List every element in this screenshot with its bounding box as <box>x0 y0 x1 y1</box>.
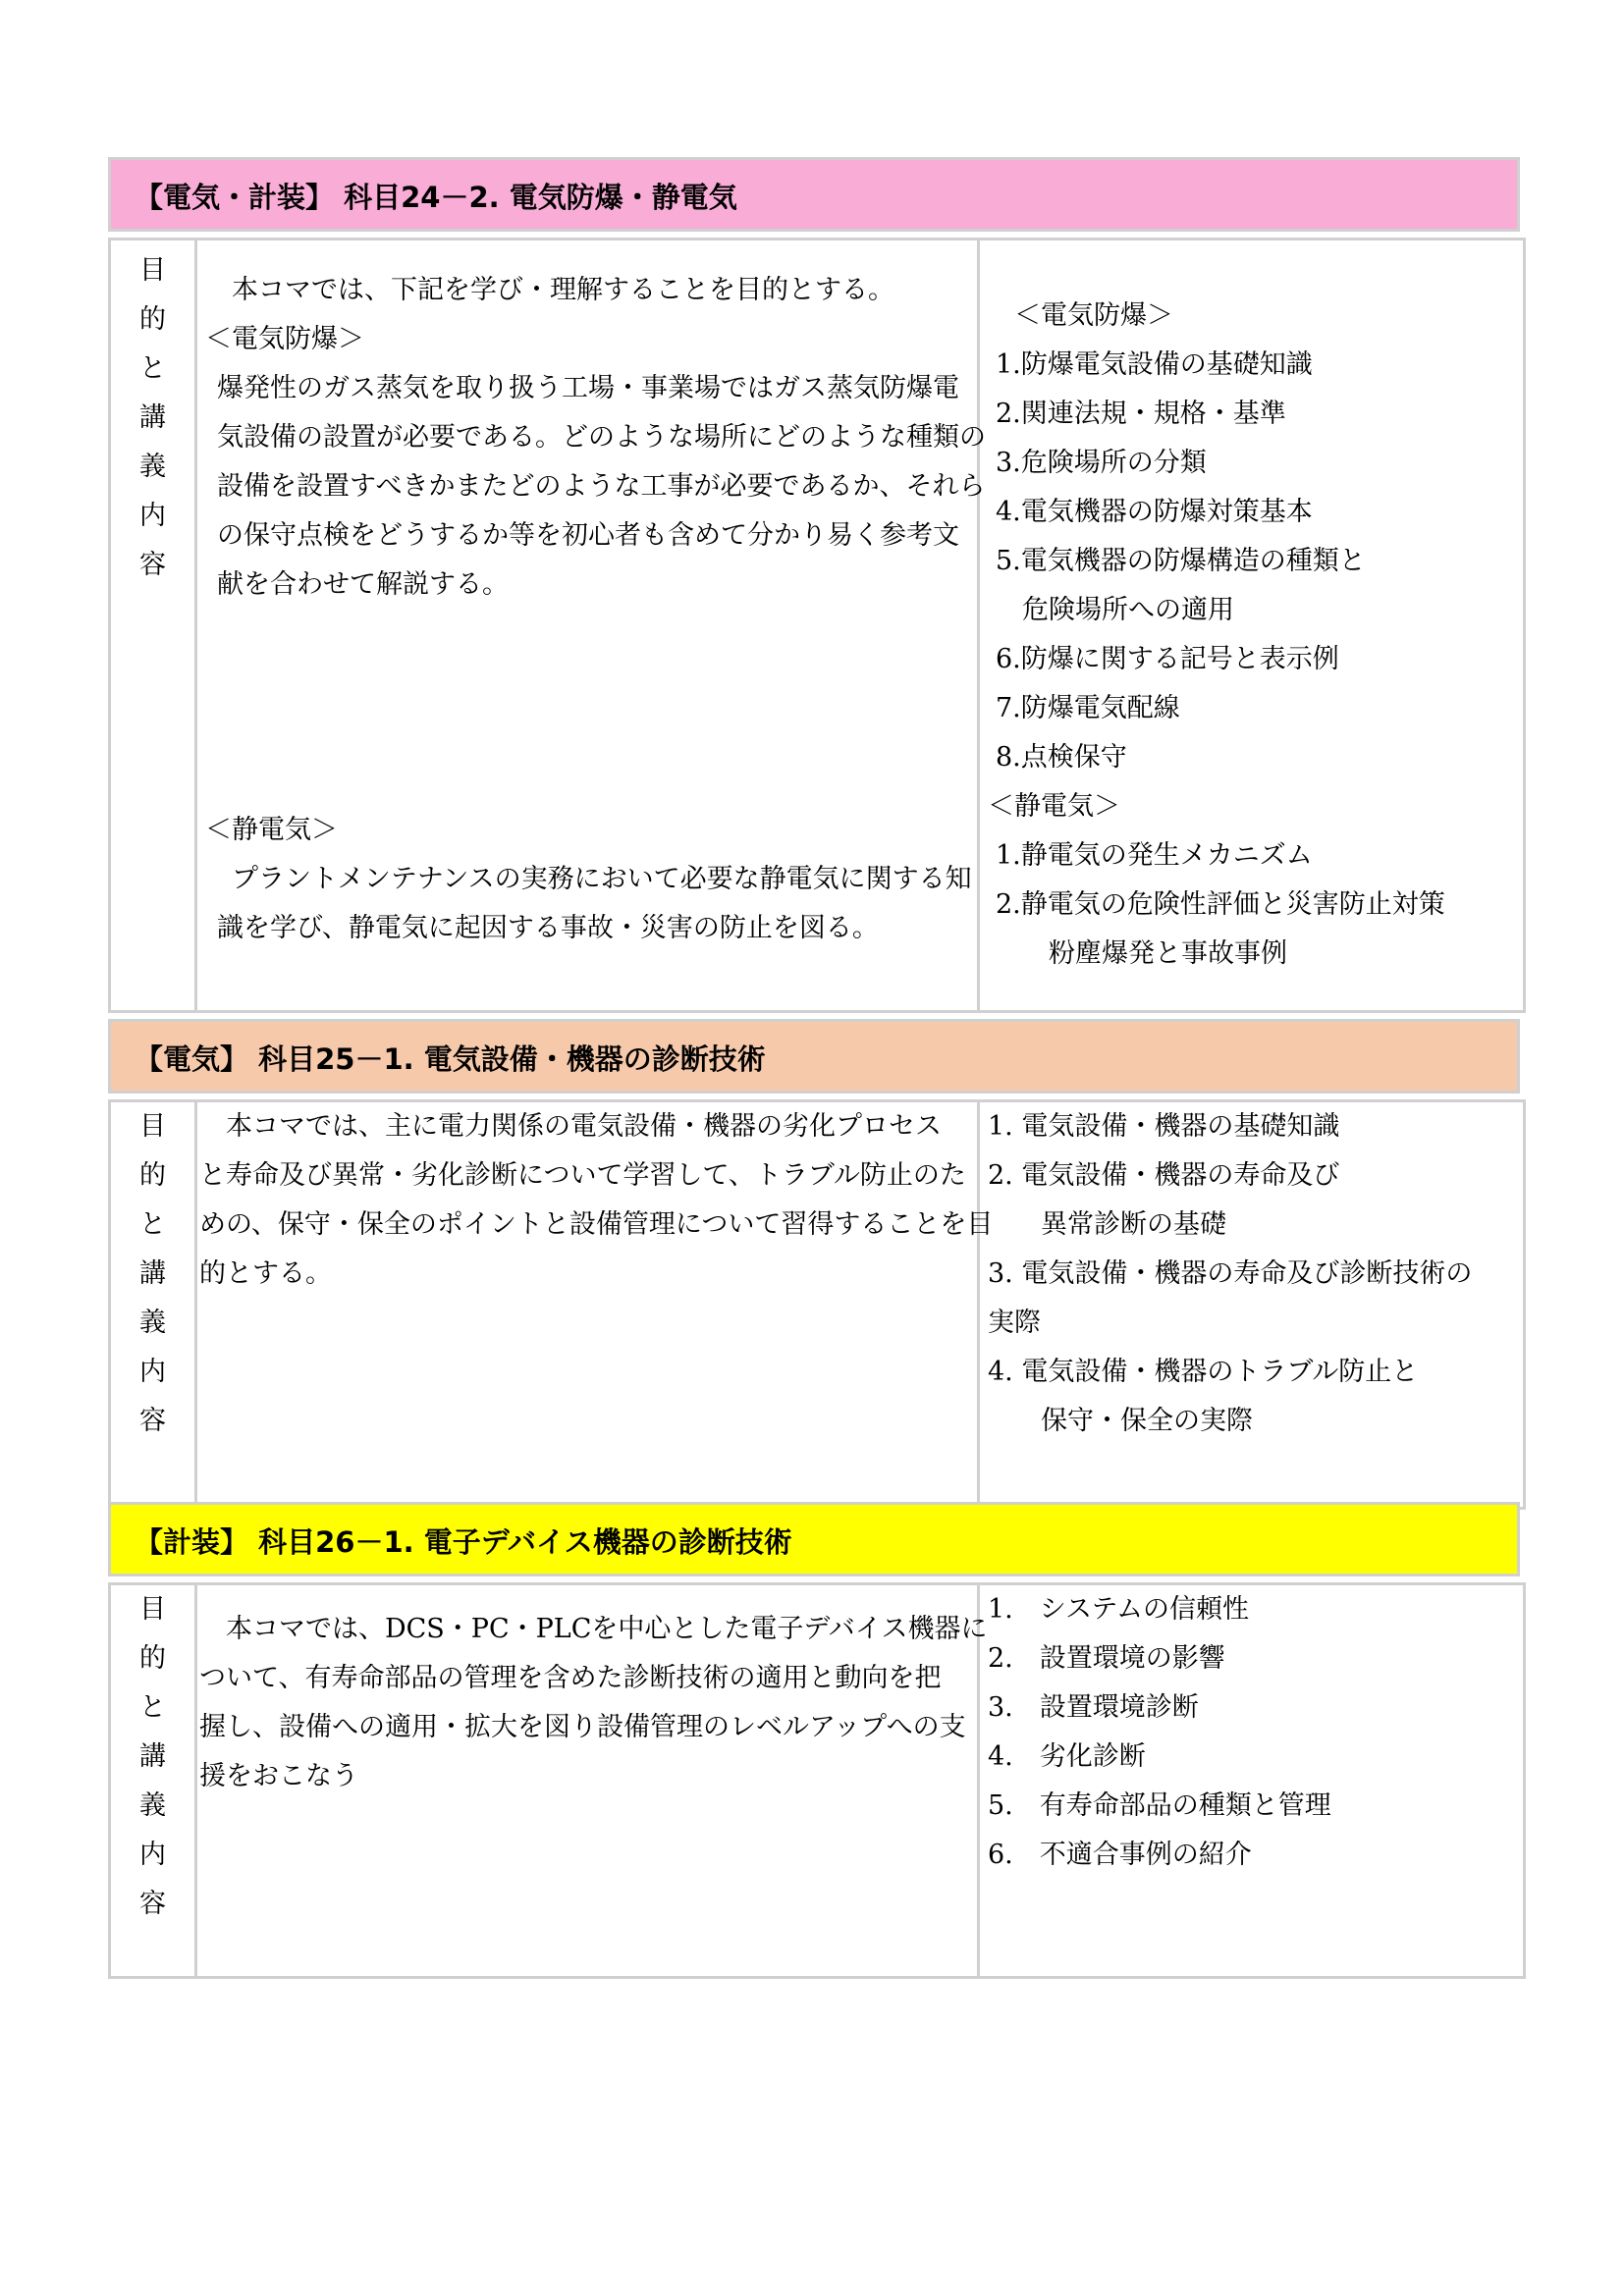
section-body <box>108 1582 1526 1979</box>
section-header: 【電気・計装】 科目24－2. 電気防爆・静電気 <box>108 157 1520 232</box>
topic-item: 保守・保全の実際 <box>988 1406 1253 1436</box>
description-line: の保守点検をどうするか等を初心者も含めて分かり易く参考文 <box>217 520 959 551</box>
topic-item: 1.防爆電気設備の基礎知識 <box>996 349 1313 380</box>
topic-item: 3. 設置環境診断 <box>988 1692 1199 1723</box>
topic-item: 4.電気機器の防爆対策基本 <box>996 497 1313 527</box>
description-line: ＜電気防爆＞ <box>205 324 364 354</box>
topic-item: 1.静電気の発生メカニズム <box>996 840 1313 871</box>
description-line: 援をおこなう <box>199 1761 358 1791</box>
label-char: 内 <box>139 1840 166 1870</box>
label-char: 目 <box>139 255 166 286</box>
topic-item: 2. 電気設備・機器の寿命及び <box>988 1160 1340 1191</box>
label-char: 目 <box>139 1111 166 1142</box>
topic-item: 4. 劣化診断 <box>988 1741 1146 1772</box>
vertical-label <box>111 1585 194 1929</box>
topics-column <box>980 1102 1523 1507</box>
topic-item: 5.電気機器の防爆構造の種類と <box>996 546 1366 576</box>
topic-item: 2.関連法規・規格・基準 <box>996 399 1286 429</box>
label-char: 義 <box>139 1790 166 1821</box>
label-char: 的 <box>139 1643 166 1674</box>
description-line: 爆発性のガス蒸気を取り扱う工場・事業場ではガス蒸気防爆電 <box>217 373 959 403</box>
section-body <box>108 1099 1526 1510</box>
topic-item: 2. 設置環境の影響 <box>988 1643 1225 1674</box>
label-char: と <box>139 1209 166 1240</box>
topic-item: 6. 不適合事例の紹介 <box>988 1840 1252 1870</box>
vertical-label <box>111 240 194 590</box>
label-char: 容 <box>139 1889 166 1919</box>
topic-item: 1. システムの信頼性 <box>988 1594 1250 1625</box>
topic-item: 異常診断の基礎 <box>988 1209 1226 1240</box>
label-char: 的 <box>139 304 166 335</box>
topic-item: 7.防爆電気配線 <box>996 693 1180 723</box>
topic-item: 1. 電気設備・機器の基礎知識 <box>988 1111 1340 1142</box>
topic-item: 5. 有寿命部品の種類と管理 <box>988 1790 1331 1821</box>
topic-item: 危険場所への適用 <box>996 595 1234 625</box>
description-line: 献を合わせて解説する。 <box>217 569 509 600</box>
topic-item: 3. 電気設備・機器の寿命及び診断技術の <box>988 1258 1473 1289</box>
section-body <box>108 238 1526 1013</box>
description-part-explosion <box>205 266 986 610</box>
description-column <box>197 1585 988 1976</box>
label-char: と <box>139 353 166 384</box>
topic-item: ＜電気防爆＞ <box>988 300 1173 331</box>
topic-item: 2.静電気の危険性評価と災害防止対策 <box>996 889 1445 920</box>
description-line: ＜静電気＞ <box>205 815 338 845</box>
description <box>199 1605 988 1801</box>
label-char: と <box>139 1692 166 1723</box>
description-line: 握し、設備への適用・拡大を図り設備管理のレベルアップへの支 <box>199 1712 966 1742</box>
description-column <box>197 240 986 1010</box>
label-char: 目 <box>139 1594 166 1625</box>
topics-column <box>980 1585 1523 1976</box>
label-char: 容 <box>139 550 166 580</box>
topics-list <box>988 292 1445 979</box>
label-char: 内 <box>139 501 166 531</box>
description-line: 的とする。 <box>199 1258 332 1289</box>
description-part-static <box>205 806 972 953</box>
label-column <box>111 1585 197 1976</box>
description-line: 設備を設置すべきかまたどのような工事が必要であるか、それら <box>217 471 986 502</box>
topics-column <box>980 240 1523 1010</box>
topic-item: 実際 <box>988 1308 1041 1338</box>
label-char: 容 <box>139 1406 166 1436</box>
label-char: 的 <box>139 1160 166 1191</box>
description-line: プラントメンテナンスの実務において必要な静電気に関する知 <box>205 864 972 894</box>
description <box>199 1102 993 1299</box>
description-line: 識を学び、静電気に起因する事故・災害の防止を図る。 <box>217 913 879 943</box>
label-char: 講 <box>139 1258 166 1289</box>
topics-list <box>988 1102 1472 1446</box>
description-line: 本コマでは、DCS・PC・PLCを中心とした電子デバイス機器に <box>199 1614 988 1644</box>
description-column <box>197 1102 994 1507</box>
topic-item: 6.防爆に関する記号と表示例 <box>996 644 1339 674</box>
description-line: ついて、有寿命部品の管理を含めた診断技術の適用と動向を把 <box>199 1663 942 1693</box>
topic-item: ＜静電気＞ <box>988 791 1120 822</box>
description-line: めの、保守・保全のポイントと設備管理について習得することを目 <box>199 1209 994 1240</box>
topic-item: 8.点検保守 <box>996 742 1127 773</box>
description-line: と寿命及び異常・劣化診断について学習して、トラブル防止のた <box>199 1160 966 1191</box>
section-header: 【電気】 科目25－1. 電気設備・機器の診断技術 <box>108 1019 1520 1094</box>
label-char: 講 <box>139 1741 166 1772</box>
topic-item: 4. 電気設備・機器のトラブル防止と <box>988 1357 1419 1387</box>
description-line: 本コマでは、下記を学び・理解することを目的とする。 <box>205 275 894 305</box>
topic-item: 3.危険場所の分類 <box>996 448 1207 478</box>
label-char: 義 <box>139 452 166 482</box>
label-char: 内 <box>139 1357 166 1387</box>
topic-item: 粉塵爆発と事故事例 <box>996 938 1287 969</box>
label-column <box>111 240 197 1010</box>
label-char: 講 <box>139 402 166 433</box>
description-line: 本コマでは、主に電力関係の電気設備・機器の劣化プロセス <box>199 1111 942 1142</box>
section-header: 【計装】 科目26－1. 電子デバイス機器の診断技術 <box>108 1502 1520 1576</box>
description-line: 気設備の設置が必要である。どのような場所にどのような種類の <box>217 422 986 453</box>
vertical-label <box>111 1102 194 1446</box>
topics-list <box>988 1585 1331 1880</box>
label-column <box>111 1102 197 1507</box>
label-char: 義 <box>139 1308 166 1338</box>
